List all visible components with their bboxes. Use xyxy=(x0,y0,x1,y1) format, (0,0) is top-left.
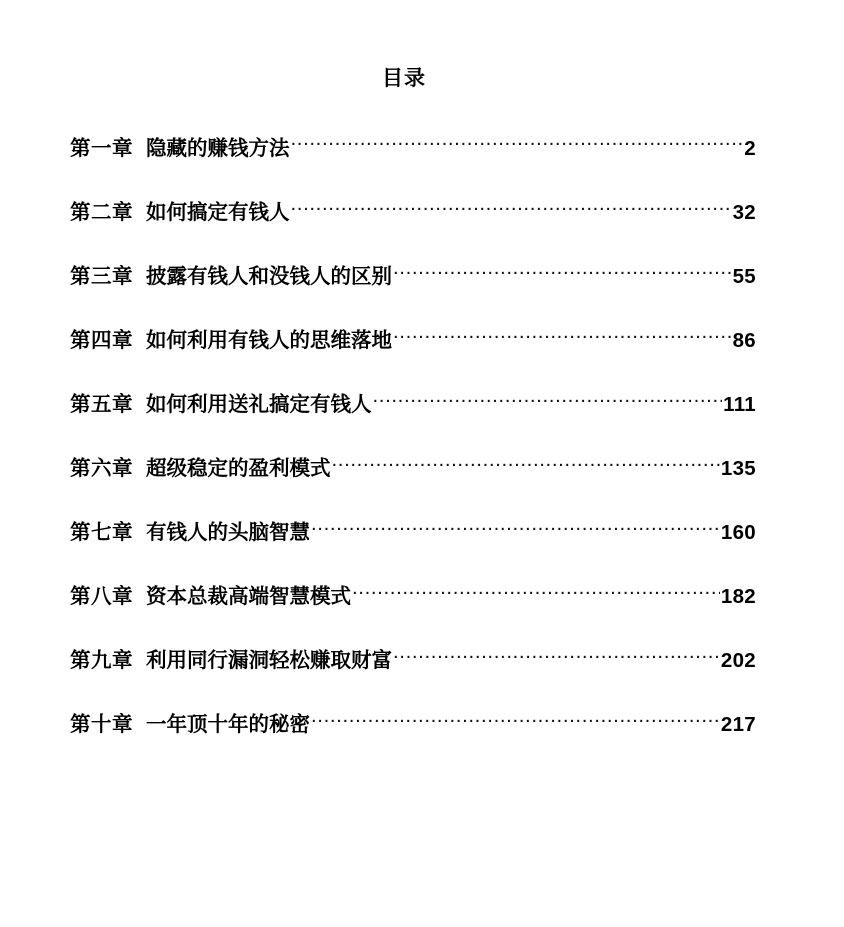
page-number: 86 xyxy=(732,328,756,352)
toc-entry[interactable] xyxy=(70,134,756,161)
chapter-number: 第一章 xyxy=(70,136,133,160)
chapter-title: 如何利用送礼搞定有钱人 xyxy=(146,392,372,416)
page-number: 217 xyxy=(720,713,756,737)
toc-entry[interactable] xyxy=(70,647,756,674)
toc-entry[interactable] xyxy=(70,454,756,481)
chapter-number: 第三章 xyxy=(70,264,133,288)
toc-entry[interactable] xyxy=(70,583,756,610)
chapter-title: 有钱人的头脑智慧 xyxy=(146,521,310,545)
leader-dots xyxy=(291,134,744,155)
chapter-title: 隐藏的赚钱方法 xyxy=(146,136,290,160)
chapter-number: 第七章 xyxy=(70,521,133,545)
leader-dots xyxy=(393,647,720,668)
page-number: 2 xyxy=(744,136,756,160)
leader-dots xyxy=(291,198,732,219)
toc-entry[interactable] xyxy=(70,519,756,546)
chapter-number: 第四章 xyxy=(70,328,133,352)
toc-entry[interactable] xyxy=(70,326,756,353)
chapter-title: 如何利用有钱人的思维落地 xyxy=(146,328,392,352)
leader-dots xyxy=(393,326,732,347)
leader-dots xyxy=(311,711,720,732)
leader-dots xyxy=(311,519,720,540)
chapter-title: 如何搞定有钱人 xyxy=(146,200,290,224)
chapter-title: 披露有钱人和没钱人的区别 xyxy=(146,264,392,288)
page-number: 111 xyxy=(723,392,756,416)
page-number: 182 xyxy=(720,585,756,609)
chapter-number: 第五章 xyxy=(70,392,133,416)
chapter-title: 超级稳定的盈利模式 xyxy=(146,456,331,480)
toc-entry[interactable] xyxy=(70,198,756,225)
toc-entry[interactable] xyxy=(70,390,756,417)
toc-entry[interactable] xyxy=(70,262,756,289)
page-number: 32 xyxy=(732,200,756,224)
leader-dots xyxy=(393,262,732,283)
chapter-number: 第二章 xyxy=(70,200,133,224)
page-number: 55 xyxy=(732,264,756,288)
page-number: 135 xyxy=(720,456,756,480)
chapter-title: 一年顶十年的秘密 xyxy=(146,713,310,737)
chapter-number: 第九章 xyxy=(70,649,133,673)
table-of-contents xyxy=(70,134,756,738)
chapter-title: 资本总裁高端智慧模式 xyxy=(146,585,351,609)
chapter-number: 第八章 xyxy=(70,585,133,609)
leader-dots xyxy=(373,390,723,411)
chapter-title: 利用同行漏洞轻松赚取财富 xyxy=(146,649,392,673)
page-number: 160 xyxy=(720,521,756,545)
chapter-number: 第十章 xyxy=(70,713,133,737)
page-number: 202 xyxy=(720,649,756,673)
chapter-number: 第六章 xyxy=(70,456,133,480)
leader-dots xyxy=(352,583,720,604)
leader-dots xyxy=(332,454,720,475)
page-title: 目录 xyxy=(382,67,426,90)
toc-entry[interactable] xyxy=(70,711,756,738)
